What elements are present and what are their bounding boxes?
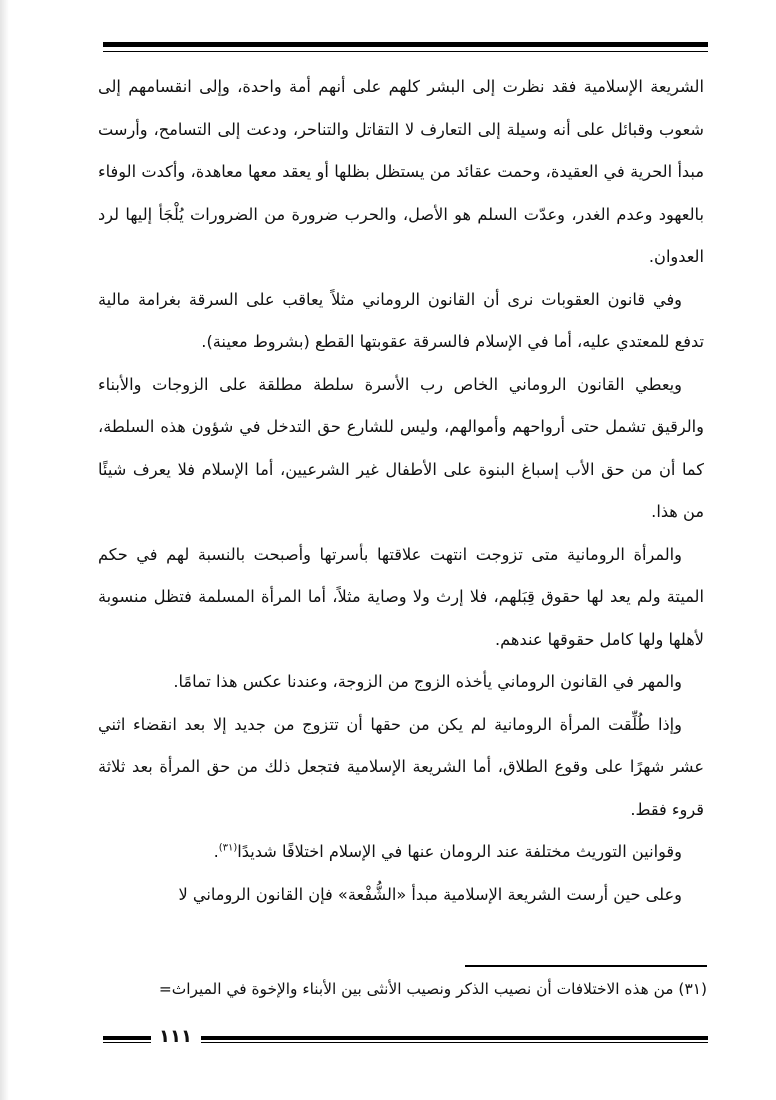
page-number: ١١١ bbox=[159, 1026, 192, 1047]
paragraph-4: والمرأة الرومانية متى تزوجت انتهت علاقتها بأسرتها وأصبحت بالنسبة لهم في حكم الميتة ولم يعد لها حقوق قِبَلهم، فلا إرث ولا وصاية مثلاً، أما المرأة المسلمة فتظل منسوبة لأهلها ولها كامل حقوقها عندهم. bbox=[98, 544, 704, 649]
footer-rule-left-thin bbox=[103, 1042, 151, 1043]
body-text bbox=[98, 66, 704, 916]
paragraph-6: وإذا طُلِّقت المرأة الرومانية لم يكن من حقها أن تتزوج من جديد إلا بعد انقضاء اثني عشر شهرًا على وقوع الطلاق، أما الشريعة الإسلامية فتجعل ذلك من حق المرأة بعد ثلاثة قروء فقط. bbox=[98, 714, 704, 819]
footer-rule-right-thin bbox=[201, 1042, 708, 1043]
header-rule-thin bbox=[103, 51, 708, 52]
header-rule bbox=[103, 42, 708, 47]
footer-rule-left bbox=[103, 1036, 151, 1040]
paragraph-5: والمهر في القانون الروماني يأخذه الزوج من الزوجة، وعندنا عكس هذا تمامًا. bbox=[173, 672, 682, 691]
footnote: (٣١) من هذه الاختلافات أن نصيب الذكر ونصيب الأنثى بين الأبناء والإخوة في الميراث= bbox=[158, 980, 707, 998]
footnote-rule bbox=[465, 965, 707, 967]
paragraph-2: وفي قانون العقوبات نرى أن القانون الروماني مثلاً يعاقب على السرقة بغرامة مالية تدفع للمعتدي عليه، أما في الإسلام فالسرقة عقوبتها القطع (بشروط معينة). bbox=[98, 289, 704, 351]
scan-edge bbox=[0, 0, 9, 1100]
paragraph-1: الشريعة الإسلامية فقد نظرت إلى البشر كلهم على أنهم أمة واحدة، وإلى انقسامهم إلى شعوب وقبائل على أنه وسيلة إلى التعارف لا التقاتل والتناحر، ودعت إلى التسامح، وأرست مبدأ الحرية في العقيدة، وحمت عقائد من يستظل بظلها أو يعقد معها معاهدة، وأكدت الوفاء بالعهود وعدم الغدر، وعدّت السلم هو الأصل، والحرب ضرورة من الضرورات يُلْجَأ إليها لرد العدوان. bbox=[98, 77, 704, 266]
footnote-reference: (٣١) bbox=[218, 842, 238, 854]
paragraph-7: وقوانين التوريث مختلفة عند الرومان عنها في الإسلام اختلافًا شديدًا$^{(٣١)}$. bbox=[213, 842, 682, 861]
paragraph-7-text: وقوانين التوريث مختلفة عند الرومان عنها في الإسلام اختلافًا شديدًا bbox=[237, 842, 682, 861]
paragraph-8: وعلى حين أرست الشريعة الإسلامية مبدأ «الشُّفْعة» فإن القانون الروماني لا bbox=[178, 884, 682, 904]
footer-rule-right bbox=[201, 1036, 708, 1040]
page-footer bbox=[103, 1026, 708, 1050]
paragraph-3: ويعطي القانون الروماني الخاص رب الأسرة سلطة مطلقة على الزوجات والأبناء والرقيق تشمل حتى أرواحهم وأموالهم، وليس للشارع حق التدخل في شؤون هذه السلطة، كما أن من حق الأب إسباغ البنوة على الأطفال غير الشرعيين، أما الإسلام فلا يعرف شيئًا من هذا. bbox=[98, 374, 704, 521]
